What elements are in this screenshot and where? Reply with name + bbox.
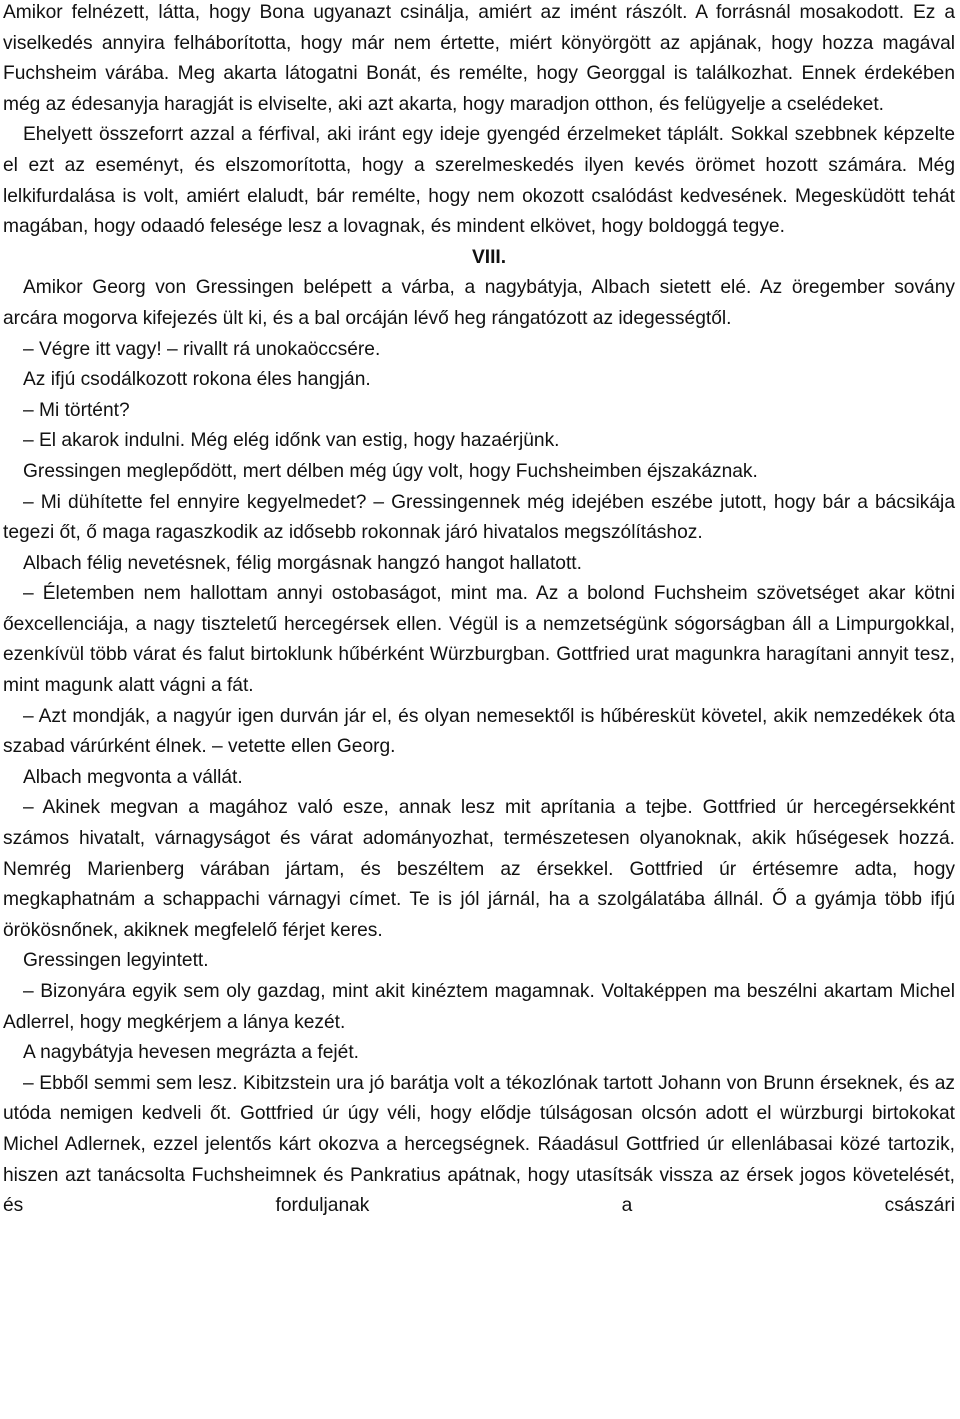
paragraph-line: Az ifjú csodálkozott rokona éles hangján. — [23, 369, 371, 391]
paragraph-line: Gressingen legyintett. — [23, 950, 209, 972]
dialogue-line: – Azt mondják, a nagyúr igen durván jár el, és olyan nemesektől is hűbéresküt követel, akik nemzedékek óta szabad várúrként élnek. – vetette ellen Georg. — [3, 705, 955, 758]
paragraph-line: A nagybátyja hevesen megrázta a fejét. — [23, 1042, 359, 1064]
dialogue-line: – Mi történt? — [23, 399, 130, 421]
paragraph-georg-enters: Amikor Georg von Gressingen belépett a várba, a nagybátyja, Albach sietett elé. Az öregember sovány arcára mogorva kifejezés ült ki, és a bal orcáján lévő heg rángatózott az idegességtől. — [3, 277, 955, 329]
dialogue-line: – Mi dühítette fel ennyire kegyelmedet? – Gressingennek még idejében eszébe jutott, hogy bár a bácsikája tegezi őt, ő maga ragaszkodik az idősebb rokonnak járó hivatalos megszólításhoz. — [3, 491, 955, 544]
dialogue-line: – Bizonyára egyik sem oly gazdag, mint akit kinéztem magamnak. Voltaképpen ma beszélni akartam Michel Adlerrel, hogy megkérjem a lánya kezét. — [3, 981, 955, 1033]
dialogue-line: – Ebből semmi sem lesz. Kibitzstein ura jó barátja volt a tékozlónak tartott Johann von Brunn érseknek, és az utóda nemigen kedveli őt. Gottfried úr úgy véli, hogy elődje túlságosan olcsón adott el würzburgi birtokokat Michel Adlernek, ezzel jelentős kárt okozva a hercegségnek. Ráadásul Gottfried úr ellenlábasai közé tartozik, hiszen azt tanácsolta Fuchsheimnek és Pankratius apátnak, hogy utasítsák vissza az érsek jogos követelését, és forduljanak a császári — [3, 1072, 955, 1217]
paragraph-line: Albach félig nevetésnek, félig morgásnak hangzó hangot hallatott. — [23, 552, 582, 574]
paragraph-bona-spring: Amikor felnézett, látta, hogy Bona ugyanazt csinálja, amiért az imént rászólt. A forrásnál mosakodott. Ez a viselkedés annyira felháborította, hogy már nem értette, miért könyörgött az apjának, hogy hozza magával Fuchsheim várába. Meg akarta látogatni Bonát, és remélte, hogy Georggal is találkozhat. Ennek érdekében még az édesanyja haragját is elviselte, aki azt akarta, hogy maradjon otthon, és felügyelje a cselédeket. — [3, 2, 955, 115]
document-page — [3, 0, 955, 1222]
dialogue-line: – Életemben nem hallottam annyi ostobaságot, mint ma. Az a bolond Fuchsheim szövetséget akar kötni őexcellenciája, a nagy tiszteletű hercegérsek ellen. Végül is a nemzetségünk sógorságban áll a Limpurgokkal, ezenkívül több várat és falut birtoklunk hűbérként Würzburgban. Gottfried urat magunkra haragítani annyit tesz, mint magunk alatt vágni a fát. — [3, 583, 955, 697]
paragraph-line: Albach megvonta a vállát. — [23, 766, 243, 788]
paragraph-bonded-knight: Ehelyett összeforrt azzal a férfival, aki iránt egy ideje gyengéd érzelmeket táplált. Sokkal szebbnek képzelte el ezt az eseményt, és elszomorította, hogy a szerelmeskedés ilyen kevés örömet hozott számára. Még lelkifurdalása is volt, amiért elaludt, bár remélte, hogy nem okozott csalódást kedvesének. Megesküdött tehát magában, hogy odaadó felesége lesz a lovagnak, és mindent elkövet, hogy boldoggá tegye. — [3, 124, 955, 238]
dialogue-line: – Akinek megvan a magához való esze, annak lesz mit aprítania a tejbe. Gottfried úr hercegérsekként számos hivatalt, várnagyságot és várat adományozhat, természetesen olyanoknak, akik hűségesek hozzá. Nemrég Marienberg várában jártam, és beszéltem az érsekkel. Gottfried úr értésemre adta, hogy megkaphatnám a schappachi várnagyi címet. Te is jól járnál, ha a szolgálatába állnál. Ő a gyámja több ifjú örökösnőnek, akiknek megfelelő férjet keres. — [3, 797, 955, 941]
dialogue-line: – El akarok indulni. Még elég időnk van estig, hogy hazaérjünk. — [23, 430, 560, 452]
paragraph-line: Gressingen meglepődött, mert délben még úgy volt, hogy Fuchsheimben éjszakáznak. — [23, 460, 758, 482]
chapter-heading: VIII. — [471, 246, 507, 268]
dialogue-line: – Végre itt vagy! – rivallt rá unokaöccsére. — [23, 338, 381, 360]
